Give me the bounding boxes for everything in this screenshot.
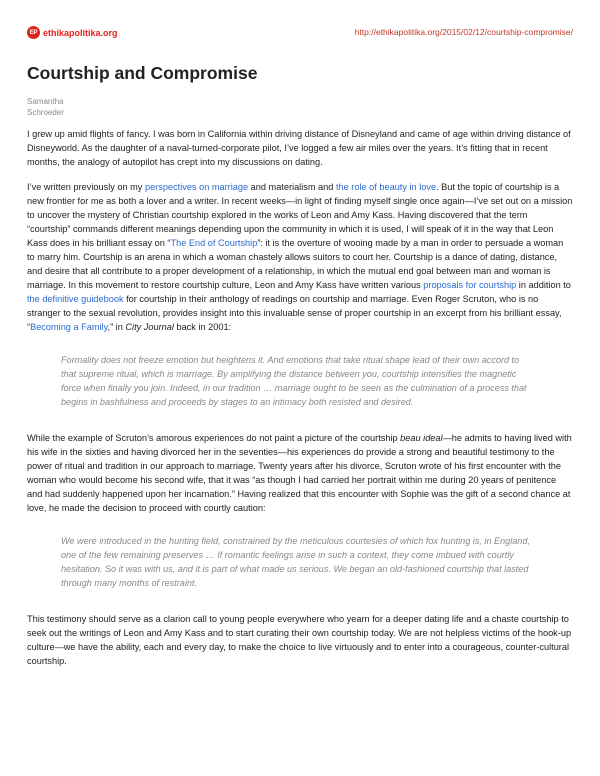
text-run: —he admits to having lived with his wife in the sixties and having divorced her in the seventies—his experiences do provide a strong and beautiful testimony to the power of ritual and tradition in our approach to marriage. Twenty years after his divorce, Scruton wrote of his first encounter with the woman who would become his second wife, that it was “as though I had carried her portrait within me during 20 years of penitence and had suddenly happened upon her incarnation.” Having realized that this encounter with Sophie was the gift of a second chance at love, he made the decision to proceed with courtly caution: (27, 433, 572, 513)
emphasis-beau-ideal: beau ideal (400, 433, 443, 443)
link-proposals-for-courtship[interactable]: proposals for courtship (423, 280, 517, 290)
author-byline (27, 96, 64, 118)
page-header (27, 26, 573, 40)
author-last-name: Schroeder (27, 108, 64, 117)
link-role-of-beauty-in-love[interactable]: the role of beauty in love (335, 182, 437, 192)
paragraph-4: This testimony should serve as a clarion call to young people everywhere who yearn for a deeper dating life and a chaste courtship to seek out the writings of Leon and Amy Kass and to start curating their own courtship today. We are not helpless victims of the hook-up culture—we have the ability, each and every day, to make the choice to live virtuously and to enter into a courageous, counter-cultural courtship. (27, 614, 572, 666)
author-first-name: Samantha (27, 97, 64, 106)
journal-name: City Journal (125, 322, 174, 332)
text-run: for courtship in their anthology of readings on courtship and marriage. Even Roger Scruton, who is no stranger to the sexual revolution, provides insight into this invaluable sense of proper courtship in an excerpt from his brilliant essay, “ (27, 294, 562, 332)
text-run: I’ve written previously on my (27, 182, 145, 192)
article-title: Courtship and Compromise (27, 63, 258, 83)
paragraph-3 (27, 431, 573, 515)
link-perspectives-on-marriage[interactable]: perspectives on marriage (144, 182, 249, 192)
site-name: ethikapolitika.org (43, 27, 118, 38)
blockquote-2: We were introduced in the hunting field, constrained by the meticulous courtesies of which fox hunting is, in England, one of the few remaining preserves … If romantic feelings arise in such a context, they come imbued with courtly hesitation. So it was with us, and it is part of what made us serious. We began an old-fashioned courtship that lasted through many months of restraint. (61, 536, 530, 588)
text-run: ”: it is the overture of wooing made by a man in order to persuade a woman to marry him. Courtship is an arena in which a woman chastely allows suitors to court her. Courtship is a dance of dating, distance, and desire that all contribute to a proper development of a relationship, in which the mutual end goal between man and woman is marriage. In this movement to restore courtship culture, Leon and Amy Kass have written various (27, 238, 564, 290)
page-url-link[interactable]: http://ethikapolitika.org/2015/02/12/courtship-compromise/ (354, 27, 573, 37)
paragraph-2 (27, 180, 573, 334)
text-run: . But the topic of courtship is a new frontier for me as both a lover and a writer. In recent weeks—in light of finding myself single once again—I’ve set out on a mission to uncover the mystery of Christian courtship explored in the works of Leon and Amy Kass. Having discovered that the term “courtship” commands different meanings depending upon the community in which it is used, I will speak of it in the way that Leon Kass does in his brilliant essay on “ (27, 182, 573, 248)
link-end-of-courtship[interactable]: The End of Courtship (170, 238, 258, 248)
article-body (27, 127, 573, 679)
text-run: While the example of Scruton’s amorous experiences do not paint a picture of the courtship (27, 433, 401, 443)
text-run: back in 2001: (173, 322, 232, 332)
text-run: and materialism and (248, 182, 336, 192)
site-logo[interactable] (27, 26, 118, 39)
text-run: ,” in (107, 322, 126, 332)
paragraph-1: I grew up amid flights of fancy. I was born in California within driving distance of Disneyland and came of age within driving distance of Disneyworld. As the daughter of a naval-turned-corporate pilot, I’ve logged a few air miles over the years. It’s fitting that in recent months, the analogy of autopilot has crept into my discussions on dating. (27, 129, 571, 167)
text-run: in addition to (516, 280, 571, 290)
ep-logo-icon: EP (27, 26, 40, 39)
blockquote-1: Formality does not freeze emotion but heightens it. And emotions that take ritual shape lead of their own accord to that supreme ritual, which is marriage. By amplifying the distance between you, courtship intensifies the magnetic force when finally you join. Indeed, in our tradition … marriage ought to be seen as the culmination of a process that begins in bashfulness and proceeds by stages to an intimacy both resisted and desired. (61, 355, 527, 407)
link-becoming-a-family[interactable]: Becoming a Family (30, 322, 108, 332)
link-definitive-guidebook[interactable]: the definitive guidebook (27, 294, 124, 304)
